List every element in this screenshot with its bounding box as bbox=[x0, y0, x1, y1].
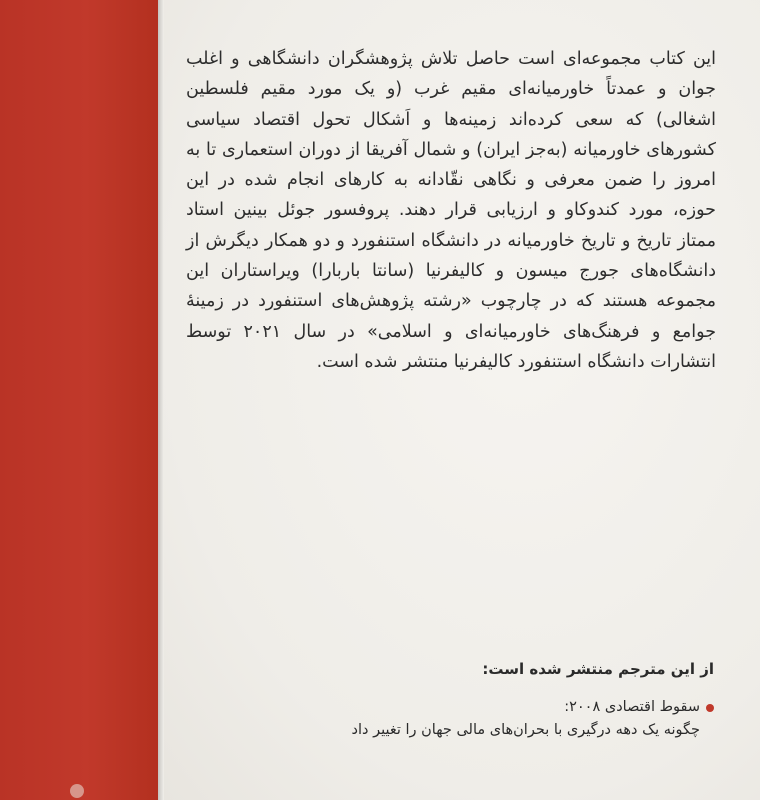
translator-other-works bbox=[290, 660, 714, 742]
bullet-dot-icon bbox=[706, 704, 714, 712]
list-item-book bbox=[290, 696, 714, 742]
spine-corner-mark bbox=[70, 784, 84, 798]
book-spine-red-band bbox=[0, 0, 158, 800]
other-works-heading: از این مترجم منتشر شده است: bbox=[482, 660, 714, 678]
book-entry bbox=[352, 696, 700, 742]
book-title: سقوط اقتصادی ۲۰۰۸: bbox=[564, 699, 700, 715]
book-subtitle: چگونه یک دهه درگیری با بحران‌های مالی جهان را تغییر داد bbox=[351, 722, 700, 738]
book-description-paragraph: این کتاب مجموعه‌ای است حاصل تلاش پژوهشگران دانشگاهی و اغلب جوان و عمدتاً خاورمیانه‌ای مقیم غرب (و یک مورد مقیم فلسطین اشغالی) که سعی کرده‌اند زمینه‌ها و اَشکال تحول اقتصاد سیاسی کشورهای خاورمیانه (به‌جز ایران) و شمال آفریقا از دوران استعماری تا به امروز را ضمن معرفی و نگاهی نقّادانه به کارهای انجام شده در این حوزه، مورد کندوکاو و ارزیابی قرار دهند. پروفسور جوئل بینین استاد ممتاز تاریخ و تاریخ خاورمیانه در دانشگاه استنفورد و دو همکار دیگرش از دانشگاه‌های جورج میسون و کالیفرنیا (سانتا باربارا) ویراستاران این مجموعه هستند که در چارچوب «رشته پژوهش‌های استنفورد در زمینهٔ جوامع و فرهنگ‌های خاورمیانه‌ای و اسلامی» در سال ۲۰۲۱ توسط انتشارات دانشگاه استنفورد کالیفرنیا منتشر شده است. bbox=[186, 49, 717, 372]
